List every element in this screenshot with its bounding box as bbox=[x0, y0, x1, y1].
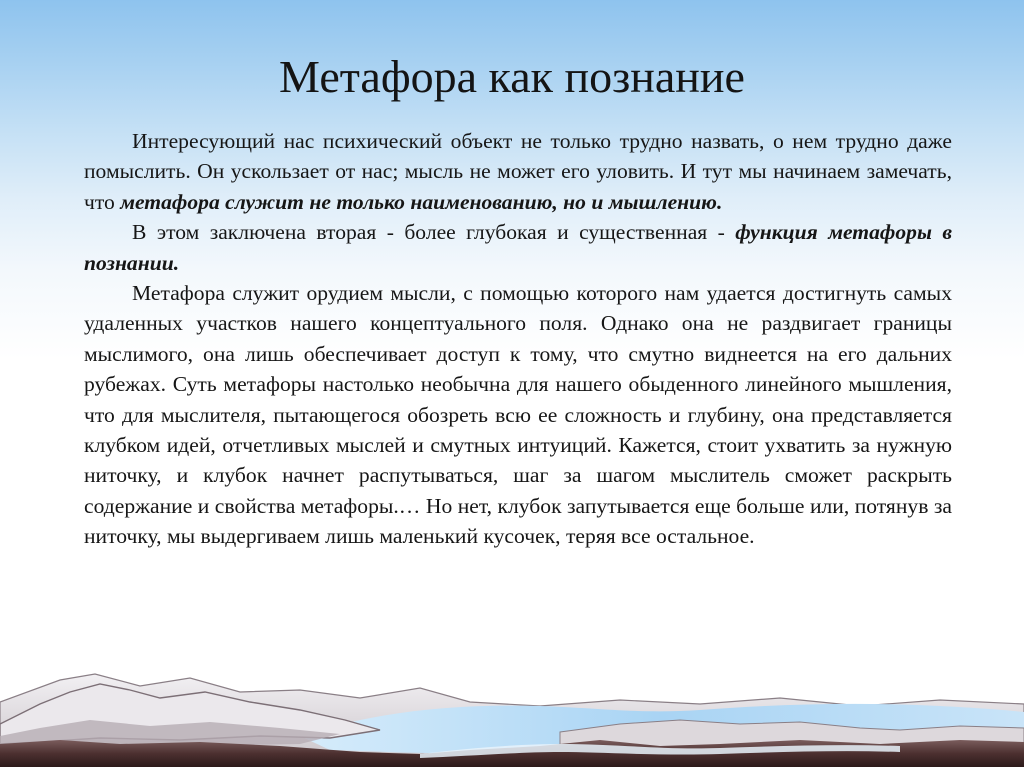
paragraph-3-text: Метафора служит орудием мысли, с помощью которого нам удается достигнуть самых удаленных участков нашего концептуального поля. Однако она не раздвигает границы мыслимого, она лишь обеспечивает доступ к тому, что смутно виднеется на его дальних рубежах. Суть метафоры настолько необычна для нашего обыденного линейного мышления, что для мыслителя, пытающегося обозреть всю ее сложность и глубину, она представляется клубком идей, отчетливых мыслей и смутных интуиций. Кажется, стоит ухватить за нужную ниточку, и клубок начнет распутываться, шаг за шагом мыслитель сможет раскрыть содержание и свойства метафоры.… Но нет, клубок запутывается еще больше или, потянув за ниточку, мы выдергиваем лишь маленький кусочек, теряя все остальное. bbox=[84, 281, 952, 549]
paragraph-1-emphasis: метафора служит не только наименованию, но и мышлению. bbox=[120, 189, 723, 214]
paragraph-2 bbox=[84, 217, 952, 278]
paragraph-3 bbox=[84, 278, 952, 552]
paragraph-2-text: В этом заключена вторая - более глубокая и существенная - bbox=[132, 220, 736, 245]
paragraph-1 bbox=[84, 126, 952, 217]
paragraph-1-text: Интересующий нас психический объект не только трудно назвать, о нем трудно даже помыслить. Он ускользает от нас; мысль не может его уловить. И тут мы начинаем замечать, что bbox=[84, 129, 952, 214]
landscape-decoration bbox=[0, 640, 1024, 767]
paragraph-2-emphasis: функция метафоры в познании. bbox=[84, 220, 952, 275]
slide-body bbox=[84, 126, 952, 552]
slide-title: Метафора как познание bbox=[279, 51, 745, 102]
